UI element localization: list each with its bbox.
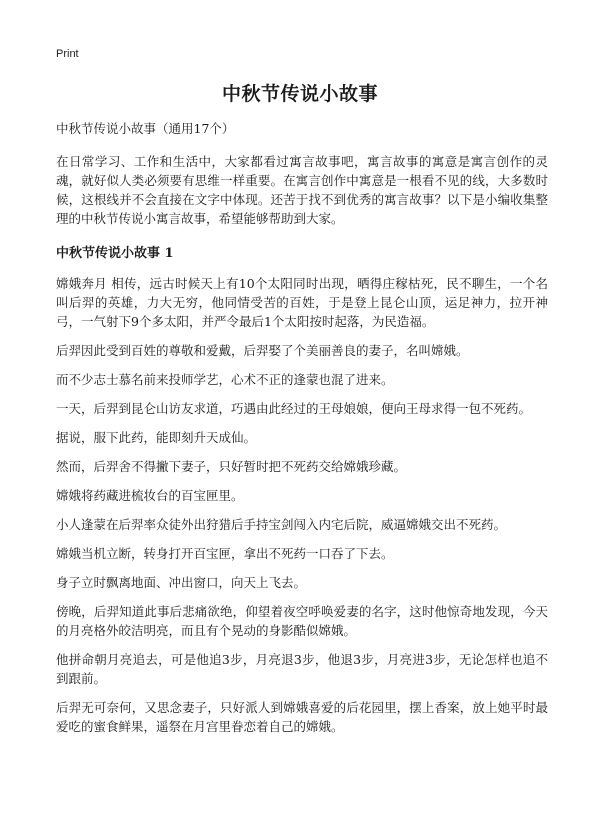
story-paragraph: 嫦娥奔月 相传，远古时候天上有10个太阳同时出现，晒得庄稼枯死，民不聊生，一个名叫后羿的英雄，力大无穷，他同情受苦的百姓，于是登上昆仑山顶，运足神力，拉开神弓，一气射下9个多太阳，并严令最后1个太阳按时起落，为民造福。 bbox=[56, 276, 548, 329]
story-paragraph: 后羿无可奈何，又思念妻子，只好派人到嫦娥喜爱的后花园里，摆上香案，放上她平时最爱吃的蜜食鲜果，遥祭在月宫里眷恋着自己的嫦娥。 bbox=[56, 700, 548, 734]
story-paragraph: 后羿因此受到百姓的尊敬和爱戴，后羿娶了个美丽善良的妻子，名叫嫦娥。 bbox=[56, 343, 469, 358]
story-paragraph: 他拼命朝月亮追去，可是他追3步，月亮退3步，他退3步，月亮进3步，无论怎样也追不到跟前。 bbox=[56, 652, 548, 686]
story-paragraph: 身子立时飘离地面、冲出窗口，向天上飞去。 bbox=[56, 575, 307, 590]
story-paragraph: 据说，服下此药，能即刻升天成仙。 bbox=[56, 430, 257, 445]
article-subtitle: 中秋节传说小故事（通用17个） bbox=[56, 121, 235, 136]
story-paragraph: 小人逢蒙在后羿率众徒外出狩猎后手持宝剑闯入内宅后院，威逼嫦娥交出不死药。 bbox=[56, 517, 507, 532]
story-paragraph: 一天，后羿到昆仑山访友求道，巧遇由此经过的王母娘娘，便向王母求得一包不死药。 bbox=[56, 401, 532, 416]
story-paragraph: 然而，后羿舍不得撇下妻子，只好暂时把不死药交给嫦娥珍藏。 bbox=[56, 459, 407, 474]
intro-paragraph: 在日常学习、工作和生活中，大家都看过寓言故事吧，寓言故事的寓意是寓言创作的灵魂，就好似人类必须要有思维一样重要。在寓言创作中寓意是一根看不见的线，大多数时候，这根线并不会直接在文字中体现。还苦于找不到优秀的寓言故事？以下是小编收集整理的中秋节传说小寓言故事，希望能够帮助到大家。 bbox=[56, 154, 548, 226]
story-paragraph: 而不少志士慕名前来投师学艺，心术不正的逢蒙也混了进来。 bbox=[56, 372, 394, 387]
page-title: 中秋节传说小故事 bbox=[221, 83, 378, 105]
story-paragraph: 嫦娥当机立断，转身打开百宝匣，拿出不死药一口吞了下去。 bbox=[56, 546, 394, 561]
article-body bbox=[56, 120, 548, 746]
story-paragraph: 傍晚，后羿知道此事后悲痛欲绝，仰望着夜空呼唤爱妻的名字，这时他惊奇地发现，今天的月亮格外皎洁明亮，而且有个晃动的身影酷似嫦娥。 bbox=[56, 604, 548, 638]
print-link[interactable]: Print bbox=[56, 48, 79, 60]
story-paragraph: 嫦娥将药藏进梳妆台的百宝匣里。 bbox=[56, 488, 244, 503]
section-heading: 中秋节传说小故事 1 bbox=[56, 246, 174, 261]
